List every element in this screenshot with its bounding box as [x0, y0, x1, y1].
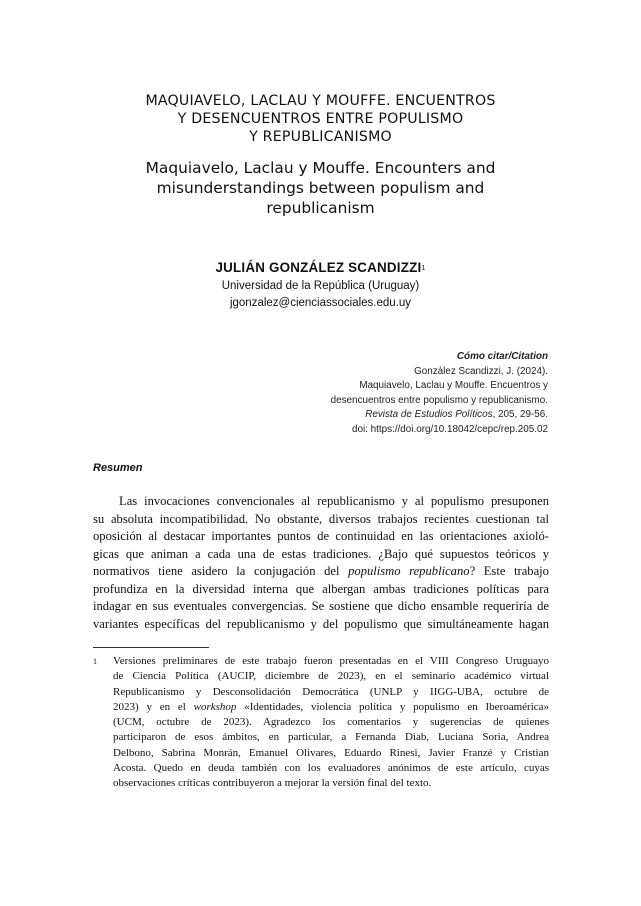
citation-label: Cómo citar/Citation	[456, 351, 548, 362]
abstract-italic-term: populismo republicano	[348, 564, 470, 578]
citation-block	[300, 350, 548, 438]
abstract-line: profundiza en la diversidad interna que albergan ambas tradiciones políticas para	[93, 581, 549, 596]
title-english-line: Maquiavelo, Laclau y Mouffe. Encounters and	[145, 159, 496, 177]
title-english-line: misunderstandings between populism and	[156, 179, 485, 197]
author-name-text: JULIÁN GONZÁLEZ SCANDIZZI	[215, 260, 422, 275]
footnote-text	[113, 654, 549, 792]
footnote-divider	[93, 647, 209, 648]
title-spanish	[90, 92, 551, 146]
title-english	[96, 158, 545, 218]
citation-line: desencuentros entre populismo y republicanismo.	[330, 394, 548, 406]
footnote-line: Republicanismo y Desconsolidación Democrática (UNLP y IIGG-UBA, octubre de	[113, 685, 549, 698]
abstract-line: oposición al destacar importantes puntos de continuidad en las orientaciones axioló-	[93, 529, 549, 543]
title-english-line: republicanism	[266, 199, 375, 217]
citation-journal-issue: , 205, 29-56.	[492, 409, 548, 421]
author-block	[150, 259, 491, 312]
footnote-line: Delbono, Sabrina Monrán, Emanuel Olivares, Eduardo Rinesi, Javier Franzé y Cristian	[113, 746, 549, 759]
footnote-line: Acosta. Quedo en deuda también con los evaluadores anónimos de este artículo, cuyas	[113, 762, 549, 775]
footnote-italic-term: workshop	[193, 700, 237, 713]
abstract-body	[93, 493, 549, 633]
footnote-line	[113, 700, 549, 715]
abstract-line: indagar en sus eventuales convergencias. Se sostiene que dicho ensamble requeriría de	[93, 599, 549, 613]
citation-line: González Scandizzi, J. (2024).	[414, 365, 548, 377]
footnote-number: 1	[93, 657, 97, 666]
title-spanish-line: Y DESENCUENTROS ENTRE POPULISMO	[177, 111, 464, 127]
citation-line: Maquiavelo, Laclau y Mouffe. Encuentros y	[359, 380, 548, 392]
title-spanish-line: MAQUIAVELO, LACLAU Y MOUFFE. ENCUENTROS	[145, 93, 496, 109]
abstract-line: su absoluta incompatibilidad. No obstante, diversos trabajos recientes cuestionan tal	[93, 511, 549, 526]
footnote-text-segment: «Identidades, violencia política y populismo en Iberoamérica»	[244, 700, 550, 713]
abstract-heading: Resumen	[93, 462, 143, 474]
citation-journal: Revista de Estudios Políticos	[365, 409, 493, 421]
abstract-line: gicas que animan a cada una de estas tradiciones. ¿Bajo qué supuestos teóricos y	[93, 546, 549, 561]
footnote-line: observaciones críticas contribuyeron a mejorar la versión final del texto.	[113, 777, 432, 790]
abstract-line	[93, 563, 549, 581]
footnote-line: participaron de esos ámbitos, en particular, a Fernanda Diab, Luciana Soria, Andrea	[113, 731, 549, 744]
footnote-line: de Ciencia Política (AUCIP, diciembre de 2023), en el seminario académico virtual	[113, 670, 549, 683]
author-name	[150, 259, 491, 277]
citation-doi[interactable]: doi: https://doi.org/10.18042/cepc/rep.205.02	[352, 423, 548, 435]
abstract-line: variantes específicas del republicanismo y del populismo que simultáneamente hagan	[93, 616, 549, 631]
footnote	[93, 654, 549, 792]
title-spanish-line: Y REPUBLICANISMO	[249, 129, 392, 145]
footnote-line: (UCM, octubre de 2023). Agradezco los comentarios y sugerencias de quienes	[113, 716, 549, 729]
abstract-text: normativos tiene asidero la conjugación del	[93, 564, 340, 578]
citation-journal-line	[300, 408, 548, 423]
author-footnote-mark[interactable]: 1	[421, 265, 426, 272]
footnote-line: Versiones preliminares de este trabajo fueron presentadas en el VIII Congreso Uruguayo	[113, 655, 549, 667]
footnote-text-segment: 2023) y en el	[113, 700, 186, 713]
author-affiliation: Universidad de la República (Uruguay)	[221, 280, 420, 292]
abstract-text: ? Este trabajo	[469, 564, 549, 578]
author-email[interactable]: jgonzalez@cienciassociales.edu.uy	[229, 297, 412, 309]
abstract-line: Las invocaciones convencionales al republicanismo y al populismo presuponen	[119, 494, 549, 508]
